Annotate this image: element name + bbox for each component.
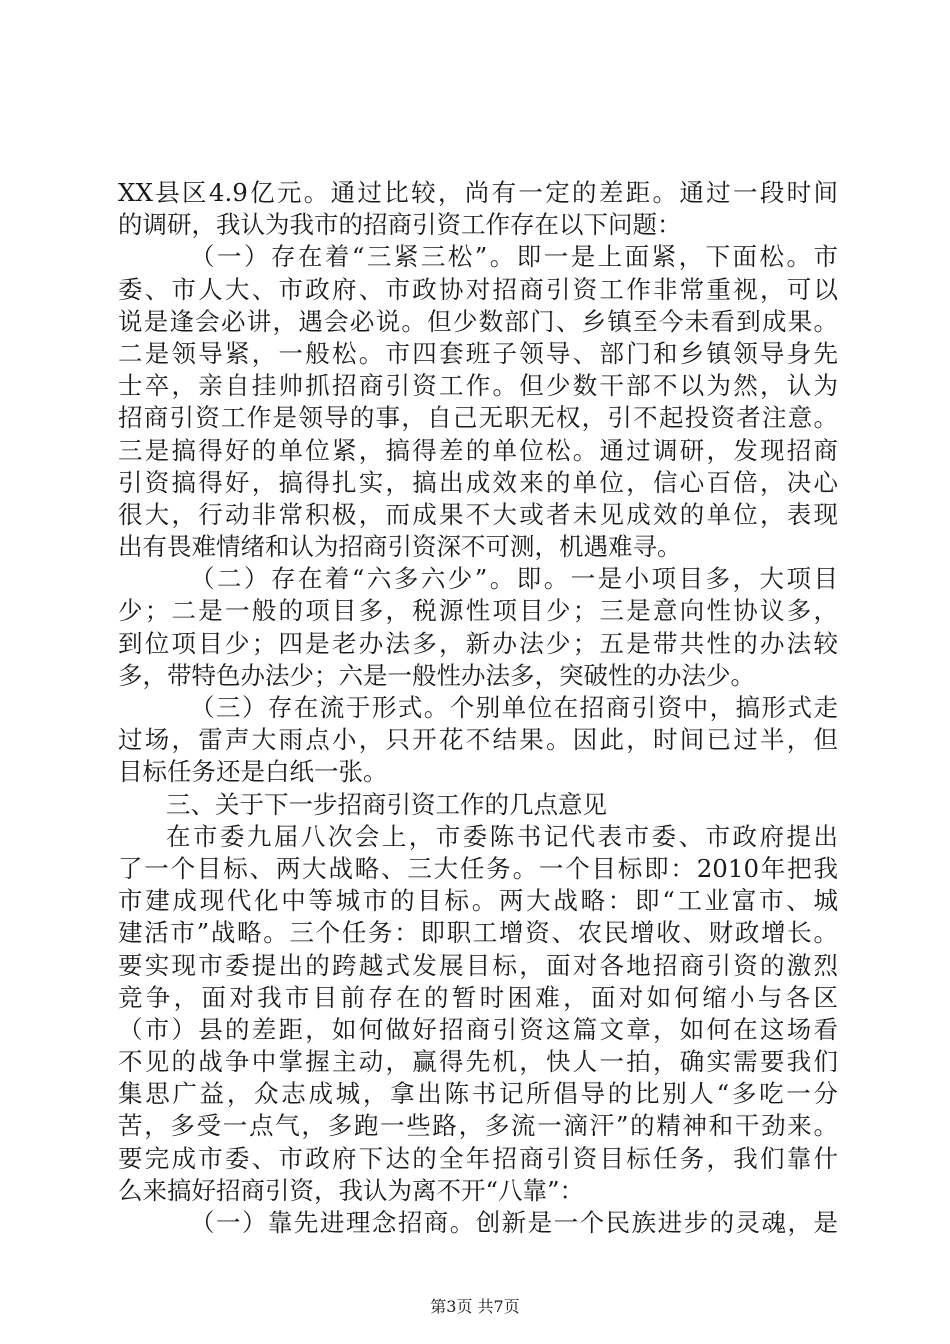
text-line: 了一个目标、两大战略、三大任务。一个目标即：2010年把我 xyxy=(118,853,838,883)
text-line: 目标任务还是白纸一张。 xyxy=(118,757,388,787)
text-line: 么来搞好招商引资，我认为离不开“八靠”： xyxy=(118,1175,585,1205)
text-line: 过场，雷声大雨点小，只开花不结果。因此，时间已过半，但 xyxy=(118,725,838,755)
paragraph-first-line: （一）靠先进理念招商。创新是一个民族进步的灵魂，是 xyxy=(190,1208,838,1237)
paragraph-first-line: 在市委九届八次会上，市委陈书记代表市委、市政府提出 xyxy=(166,821,838,851)
text-line: 建活市”战略。三个任务：即职工增资、农民增收、财政增长。 xyxy=(118,918,838,948)
text-line: 三是搞得好的单位紧，搞得差的单位松。通过调研，发现招商 xyxy=(118,435,838,465)
text-line: 委、市人大、市政府、市政协对招商引资工作非常重视，可以 xyxy=(118,274,838,304)
text-line: 很大，行动非常积极，而成果不大或者未见成效的单位，表现 xyxy=(118,499,838,529)
text-line: 多，带特色办法少；六是一般性办法多，突破性的办法少。 xyxy=(118,660,755,690)
text-line: 的调研，我认为我市的招商引资工作存在以下问题： xyxy=(118,210,682,240)
text-line: 不见的战争中掌握主动，赢得先机，快人一拍，确实需要我们 xyxy=(118,1047,838,1077)
text-line: 少；二是一般的项目多，税源性项目少；三是意向性协议多， xyxy=(118,596,838,626)
text-line: 二是领导紧，一般松。市四套班子领导、部门和乡镇领导身先 xyxy=(118,338,838,368)
text-line: 竞争，面对我市目前存在的暂时困难，面对如何缩小与各区 xyxy=(118,982,838,1012)
paragraph-first-line: （一）存在着“三紧三松”。即一是上面紧，下面松。市 xyxy=(190,242,838,272)
text-line: 说是逢会必讲，遇会必说。但少数部门、乡镇至今未看到成果。 xyxy=(118,306,838,336)
text-line: 苦，多受一点气，多跑一些路，多流一滴汗”的精神和干劲来。 xyxy=(118,1111,838,1141)
text-line: 引资搞得好，搞得扎实，搞出成效来的单位，信心百倍，决心 xyxy=(118,467,838,497)
text-line: 集思广益，众志成城，拿出陈书记所倡导的比别人“多吃一分 xyxy=(118,1079,838,1109)
text-line: 士卒，亲自挂帅抓招商引资工作。但少数干部不以为然，认为 xyxy=(118,371,838,401)
text-line: 要实现市委提出的跨越式发展目标，面对各地招商引资的激烈 xyxy=(118,950,838,980)
body-text xyxy=(118,177,838,1239)
text-line: 出有畏难情绪和认为招商引资深不可测，机遇难寻。 xyxy=(118,532,682,562)
text-line: 要完成市委、市政府下达的全年招商引资目标任务，我们靠什 xyxy=(118,1143,838,1173)
text-line: 到位项目少；四是老办法多，新办法少；五是带共性的办法较 xyxy=(118,628,838,658)
paragraph-first-line: （三）存在流于形式。个别单位在招商引资中，搞形式走 xyxy=(190,693,838,722)
text-line: XX县区4.9亿元。通过比较，尚有一定的差距。通过一段时间 xyxy=(118,178,838,207)
text-line: （市）县的差距，如何做好招商引资这篇文章，如何在这场看 xyxy=(118,1014,838,1044)
paragraph-first-line: （二）存在着“六多六少”。即。一是小项目多，大项目 xyxy=(190,564,838,594)
section-heading: 三、关于下一步招商引资工作的几点意见 xyxy=(166,789,607,819)
text-line: 市建成现代化中等城市的目标。两大战略：即“工业富市、城 xyxy=(118,886,838,916)
page-footer: 第3页 共7页 xyxy=(430,1297,520,1316)
text-line: 招商引资工作是领导的事，自己无职无权，引不起投资者注意。 xyxy=(118,403,838,433)
